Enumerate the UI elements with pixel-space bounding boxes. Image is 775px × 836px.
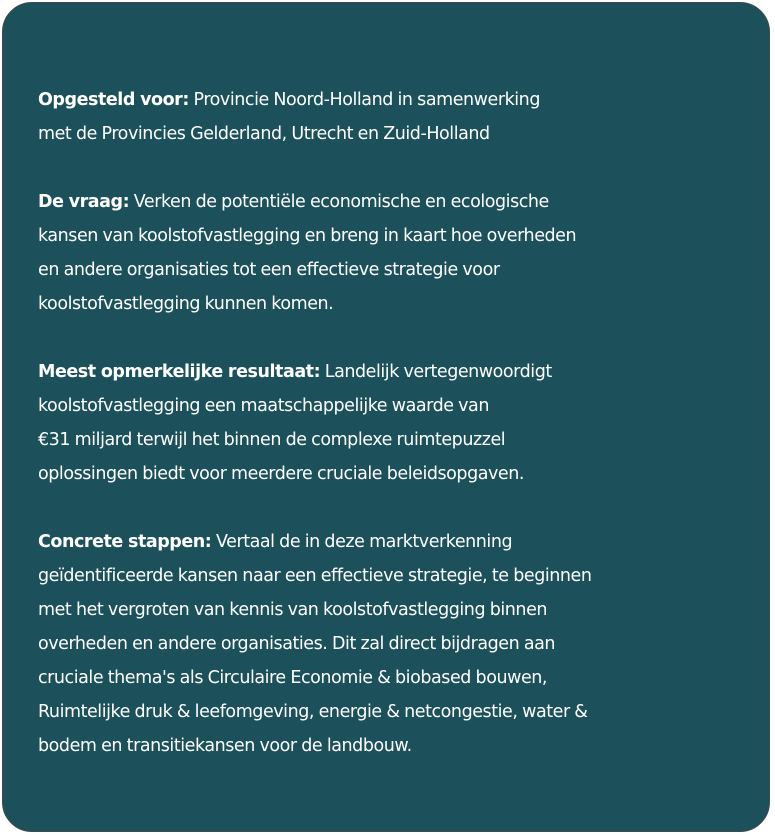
section-text: bodem en transitiekansen voor de landbouw. — [38, 736, 412, 756]
section-line — [38, 355, 750, 389]
section-text: kansen van koolstofvastlegging en breng in kaart hoe overheden — [38, 226, 577, 246]
section-line — [38, 83, 750, 117]
section-text: oplossingen biedt voor meerdere cruciale beleidsopgaven. — [38, 464, 525, 484]
section-label: Concrete stappen: — [38, 532, 212, 552]
section-resultaat — [38, 355, 750, 491]
section-text: Provincie Noord-Holland in samenwerking — [188, 90, 540, 110]
section-text: koolstofvastlegging een maatschappelijke waarde van — [38, 396, 489, 416]
section-text: Verken de potentiële economische en ecologische — [129, 192, 549, 212]
section-opgesteld-voor — [38, 83, 750, 151]
section-text: overheden en andere organisaties. Dit zal direct bijdragen aan — [38, 634, 556, 654]
section-text: Landelijk vertegenwoordigt — [320, 362, 552, 382]
section-label: Opgesteld voor: — [38, 90, 189, 110]
section-text: €31 miljard terwijl het binnen de complexe ruimtepuzzel — [38, 430, 506, 450]
summary-card — [2, 2, 770, 832]
section-text: geïdentificeerde kansen naar een effectieve strategie, te beginnen — [38, 566, 592, 586]
section-label: Meest opmerkelijke resultaat: — [38, 362, 321, 382]
section-line — [38, 525, 750, 559]
section-text: Vertaal de in deze marktverkenning — [211, 532, 513, 552]
section-text: en andere organisaties tot een effectieve strategie voor — [38, 260, 500, 280]
section-concrete-stappen — [38, 525, 750, 763]
section-line — [38, 185, 750, 219]
section-text: met de Provincies Gelderland, Utrecht en Zuid-Holland — [38, 124, 490, 144]
section-text: cruciale thema's als Circulaire Economie & biobased bouwen, — [38, 668, 548, 688]
section-de-vraag — [38, 185, 750, 321]
summary-content — [38, 83, 750, 763]
section-text: koolstofvastlegging kunnen komen. — [38, 294, 334, 314]
section-label: De vraag: — [38, 192, 130, 212]
section-text: met het vergroten van kennis van koolstofvastlegging binnen — [38, 600, 548, 620]
section-text: Ruimtelijke druk & leefomgeving, energie & netcongestie, water & — [38, 702, 588, 722]
